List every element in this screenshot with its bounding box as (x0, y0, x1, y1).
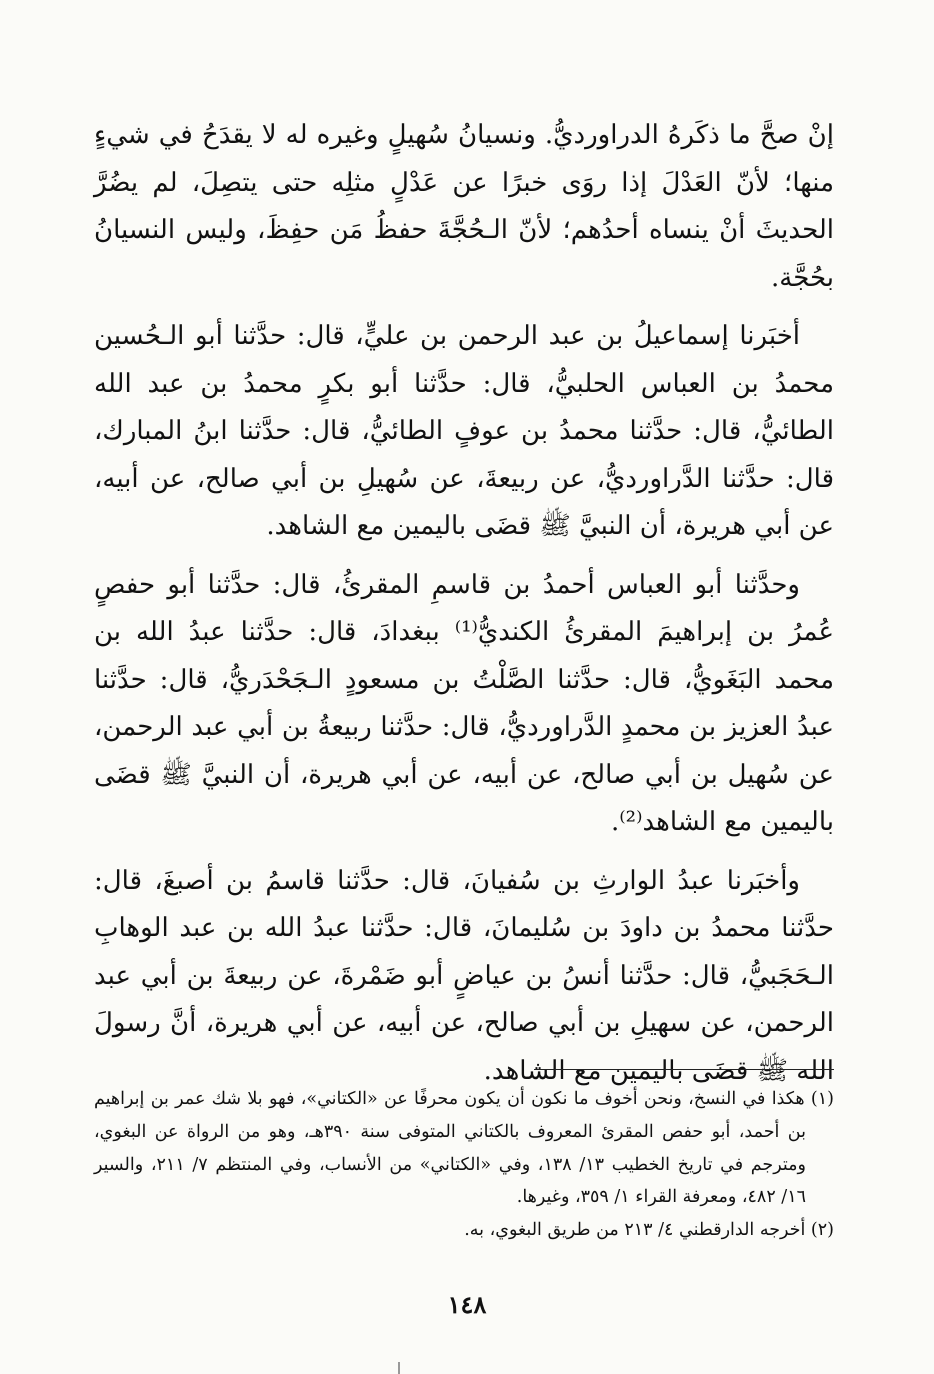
footnote-separator (534, 1069, 834, 1070)
main-text (94, 112, 834, 1106)
paragraph-1: إنْ صحَّ ما ذكَرهُ الدراورديُّ. ونسيانُ سُهيلٍ وغيره له لا يقدَحُ في شيءٍ منها؛ لأنّ العَدْلَ إذا روَى خبرًا عن عَدْلٍ مثلِه حتى يتصِلَ، لم يضُرَّ الحديثَ أنْ ينساه أحدُهم؛ لأنّ الـحُجَّةَ حفظُ مَن حفِظَ، وليس النسيانُ بحُجَّة. (94, 120, 834, 293)
footnotes (94, 1083, 834, 1247)
paragraph-4: وأخبَرنا عبدُ الوارثِ بن سُفيانَ، قال: حدَّثنا قاسمُ بن أصبغَ، قال: حدَّثنا محمدُ بن داودَ بن سُليمانَ، قال: حدَّثنا عبدُ الله بن عبد الوهابِ الـحَجَبيُّ، قال: حدَّثنا أنسُ بن عياضٍ أبو ضَمْرةَ، عن ربيعةَ بن أبي عبد الرحمن، عن سهيلِ بن أبي صالح، عن أبيه، عن أبي هريرة، أنَّ رسولَ الله ﷺ قضَى باليمين مع الشاهد. (94, 865, 834, 1086)
paragraph-2: أخبَرنا إسماعيلُ بن عبد الرحمن بن عليٍّ، قال: حدَّثنا أبو الـحُسين محمدُ بن العباس الحلبيُّ، قال: حدَّثنا أبو بكرٍ محمدُ بن عبد الله الطائيُّ، قال: حدَّثنا محمدُ بن عوفٍ الطائيُّ، قال: حدَّثنا ابنُ المبارك، قال: حدَّثنا الدَّراورديُّ، عن ربيعةَ، عن سُهيلِ بن أبي صالح، عن أبيه، عن أبي هريرة، أن النبيَّ ﷺ قضَى باليمين مع الشاهد. (94, 321, 835, 541)
footnote-2: (٢) أخرجه الدارقطني ٤/ ٢١٣ من طريق البغوي، به. (464, 1220, 834, 1241)
footnote-1: (١) هكذا في النسخ، ونحن أخوف ما نكون أن يكون محرفًا عن «الكتاني»، فهو بلا شك عمر بن إبراهيم بن أحمد، أبو حفص المقرئ المعروف بالكتاني المتوفى سنة ٣٩٠هـ، وهو من الرواة عن البغوي، ومترجم في تاريخ الخطيب ١٣/ ١٣٨، وفي «الكتاني» من الأنساب، وفي المنتظم ٧/ ٢١١، والسير ١٦/ ٤٨٢، ومعرفة القراء ١/ ٣٥٩، وغيرها. (94, 1089, 834, 1208)
paragraph-3: وحدَّثنا أبو العباس أحمدُ بن قاسمِ المقرئُ، قال: حدَّثنا أبو حفصٍ عُمرُ بن إبراهيمَ المقرئُ الكنديُّ⁽¹⁾ ببغدادَ، قال: حدَّثنا عبدُ الله بن محمد البَغَويُّ، قال: حدَّثنا الصَّلْتُ بن مسعودٍ الـجَحْدَريُّ، قال: حدَّثنا عبدُ العزيز بن محمدٍ الدَّراورديُّ، قال: حدَّثنا ربيعةُ بن أبي عبد الرحمن، عن سُهيل بن أبي صالح، عن أبيه، عن أبي هريرة، أن النبيَّ ﷺ قضَى باليمين مع الشاهد⁽²⁾. (94, 569, 834, 837)
scan-mark (398, 1362, 400, 1374)
page-number: ١٤٨ (447, 1290, 487, 1319)
